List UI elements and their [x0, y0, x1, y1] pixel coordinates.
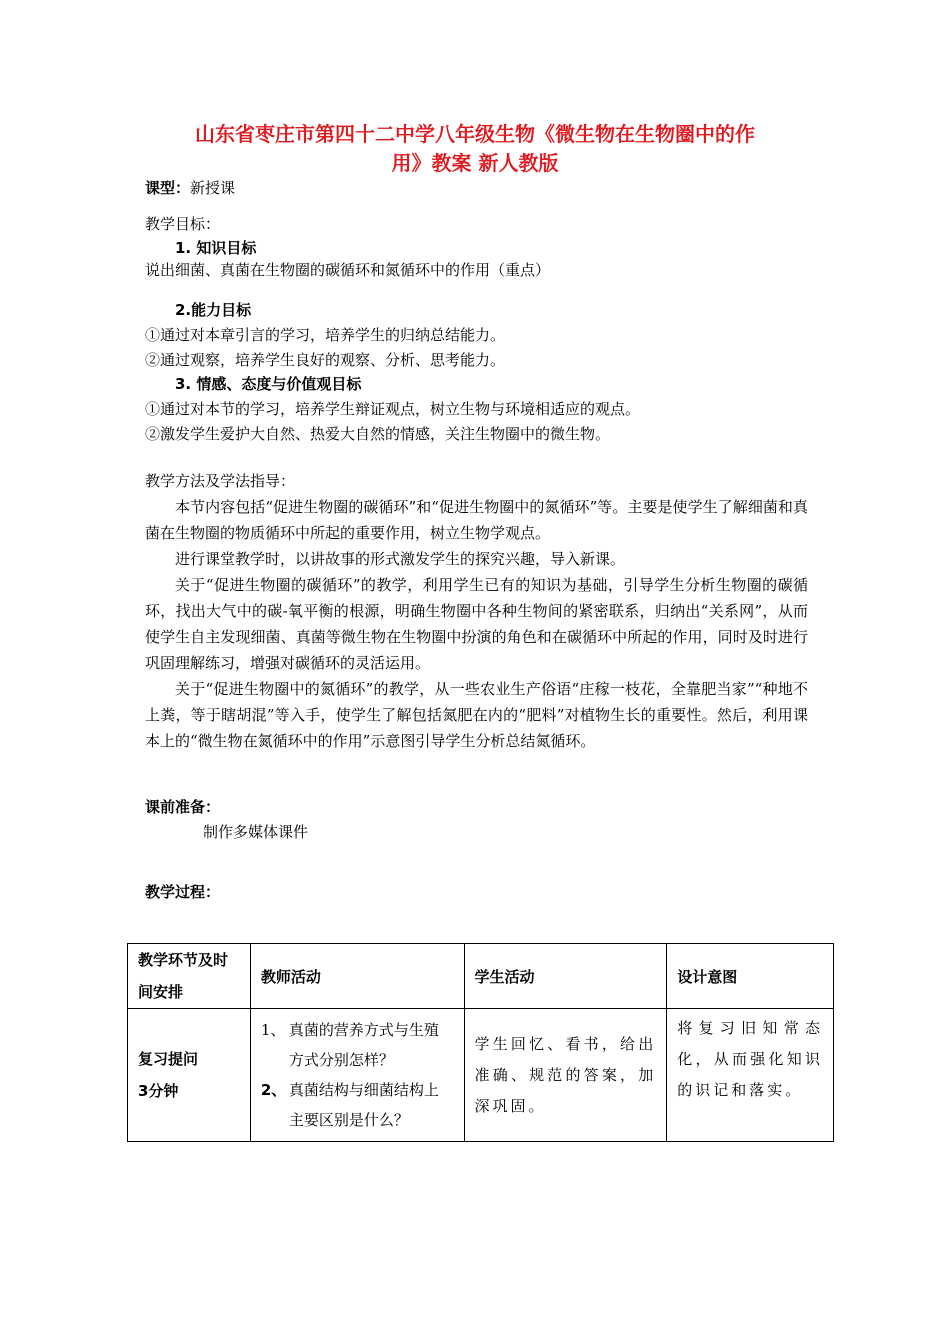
preparation-content: 制作多媒体课件: [203, 823, 309, 841]
lesson-type: [145, 176, 235, 200]
header-design-intent: 设计意图: [667, 944, 834, 1009]
objectives-heading: 教学目标：: [145, 215, 221, 233]
question-text: 真菌的营养方式与生殖方式分别怎样？: [288, 1021, 439, 1069]
stage-cell: [128, 1009, 251, 1142]
knowledge-objective-title: 1. 知识目标: [175, 239, 257, 257]
lesson-type-label: 课型：: [145, 179, 191, 197]
lesson-type-value: 新授课: [190, 179, 236, 197]
header-student-activity: 学生活动: [464, 944, 667, 1009]
table-row: [128, 1009, 834, 1142]
header-teacher-activity: 教师活动: [250, 944, 464, 1009]
question-text: 真菌结构与细菌结构上主要区别是什么？: [288, 1081, 439, 1129]
question-item: [261, 1015, 454, 1075]
emotion-objective-title: 3. 情感、态度与价值观目标: [175, 375, 362, 393]
document-title-line-1: 山东省枣庄市第四十二中学八年级生物《微生物在生物圈中的作: [195, 122, 755, 146]
methods-paragraph: 本节内容包括“促进生物圈的碳循环”和“促进生物圈中的氮循环”等。主要是使学生了解细菌和真菌在生物圈的物质循环中所起的重要作用，树立生物学观点。: [145, 498, 808, 542]
methods-heading: 教学方法及学法指导：: [145, 472, 296, 490]
stage-time: 3分钟: [138, 1082, 179, 1100]
ability-objective-item: ②通过观察，培养学生良好的观察、分析、思考能力。: [145, 351, 506, 369]
document-title-line-2: 用》教案 新人教版: [391, 151, 559, 175]
teaching-process-table: [127, 943, 834, 1142]
methods-paragraph: 关于“促进生物圈中的氮循环”的教学，从一些农业生产俗语“庄稼一枝花，全靠肥当家”“种地不上粪，等于瞎胡混”等入手，使学生了解包括氮肥在内的“肥料”对植物生长的重要性。然后，利用课本上的“微生物在氮循环中的作用”示意图引导学生分析总结氮循环。: [145, 680, 808, 750]
preparation-heading: 课前准备：: [145, 798, 221, 816]
ability-objective-title: 2.能力目标: [175, 301, 252, 319]
question-number: 1、: [260, 1021, 286, 1039]
methods-paragraph: 关于“促进生物圈的碳循环”的教学，利用学生已有的知识为基础，引导学生分析生物圈的碳循环，找出大气中的碳-氧平衡的根源，明确生物圈中各种生物间的紧密联系，归纳出“关系网”，从而使学生自主发现细菌、真菌等微生物在生物圈中扮演的角色和在碳循环中所起的作用，同时及时进行巩固理解练习，增强对碳循环的灵活运用。: [145, 576, 808, 672]
emotion-objective-item: ①通过对本节的学习，培养学生辩证观点，树立生物与环境相适应的观点。: [145, 400, 641, 418]
header-stage-time: 教学环节及时间安排: [128, 944, 251, 1009]
teacher-activity-cell: [250, 1009, 464, 1142]
question-number: 2、: [260, 1081, 287, 1099]
table-header-row: [128, 944, 834, 1009]
design-intent-cell: 将复习旧知常态化，从而强化知识的识记和落实。: [667, 1009, 834, 1142]
process-heading: 教学过程：: [145, 883, 221, 901]
emotion-objective-item: ②激发学生爱护大自然、热爱大自然的情感，关注生物圈中的微生物。: [145, 425, 611, 443]
student-activity-cell: 学生回忆、看书，给出准确、规范的答案，加深巩固。: [464, 1009, 667, 1142]
stage-name: 复习提问: [138, 1050, 199, 1068]
question-item: [261, 1075, 454, 1135]
methods-paragraph: 进行课堂教学时，以讲故事的形式激发学生的探究兴趣，导入新课。: [175, 550, 626, 568]
ability-objective-item: ①通过对本章引言的学习，培养学生的归纳总结能力。: [145, 326, 506, 344]
knowledge-objective-item: 说出细菌、真菌在生物圈的碳循环和氮循环中的作用（重点）: [145, 261, 551, 279]
